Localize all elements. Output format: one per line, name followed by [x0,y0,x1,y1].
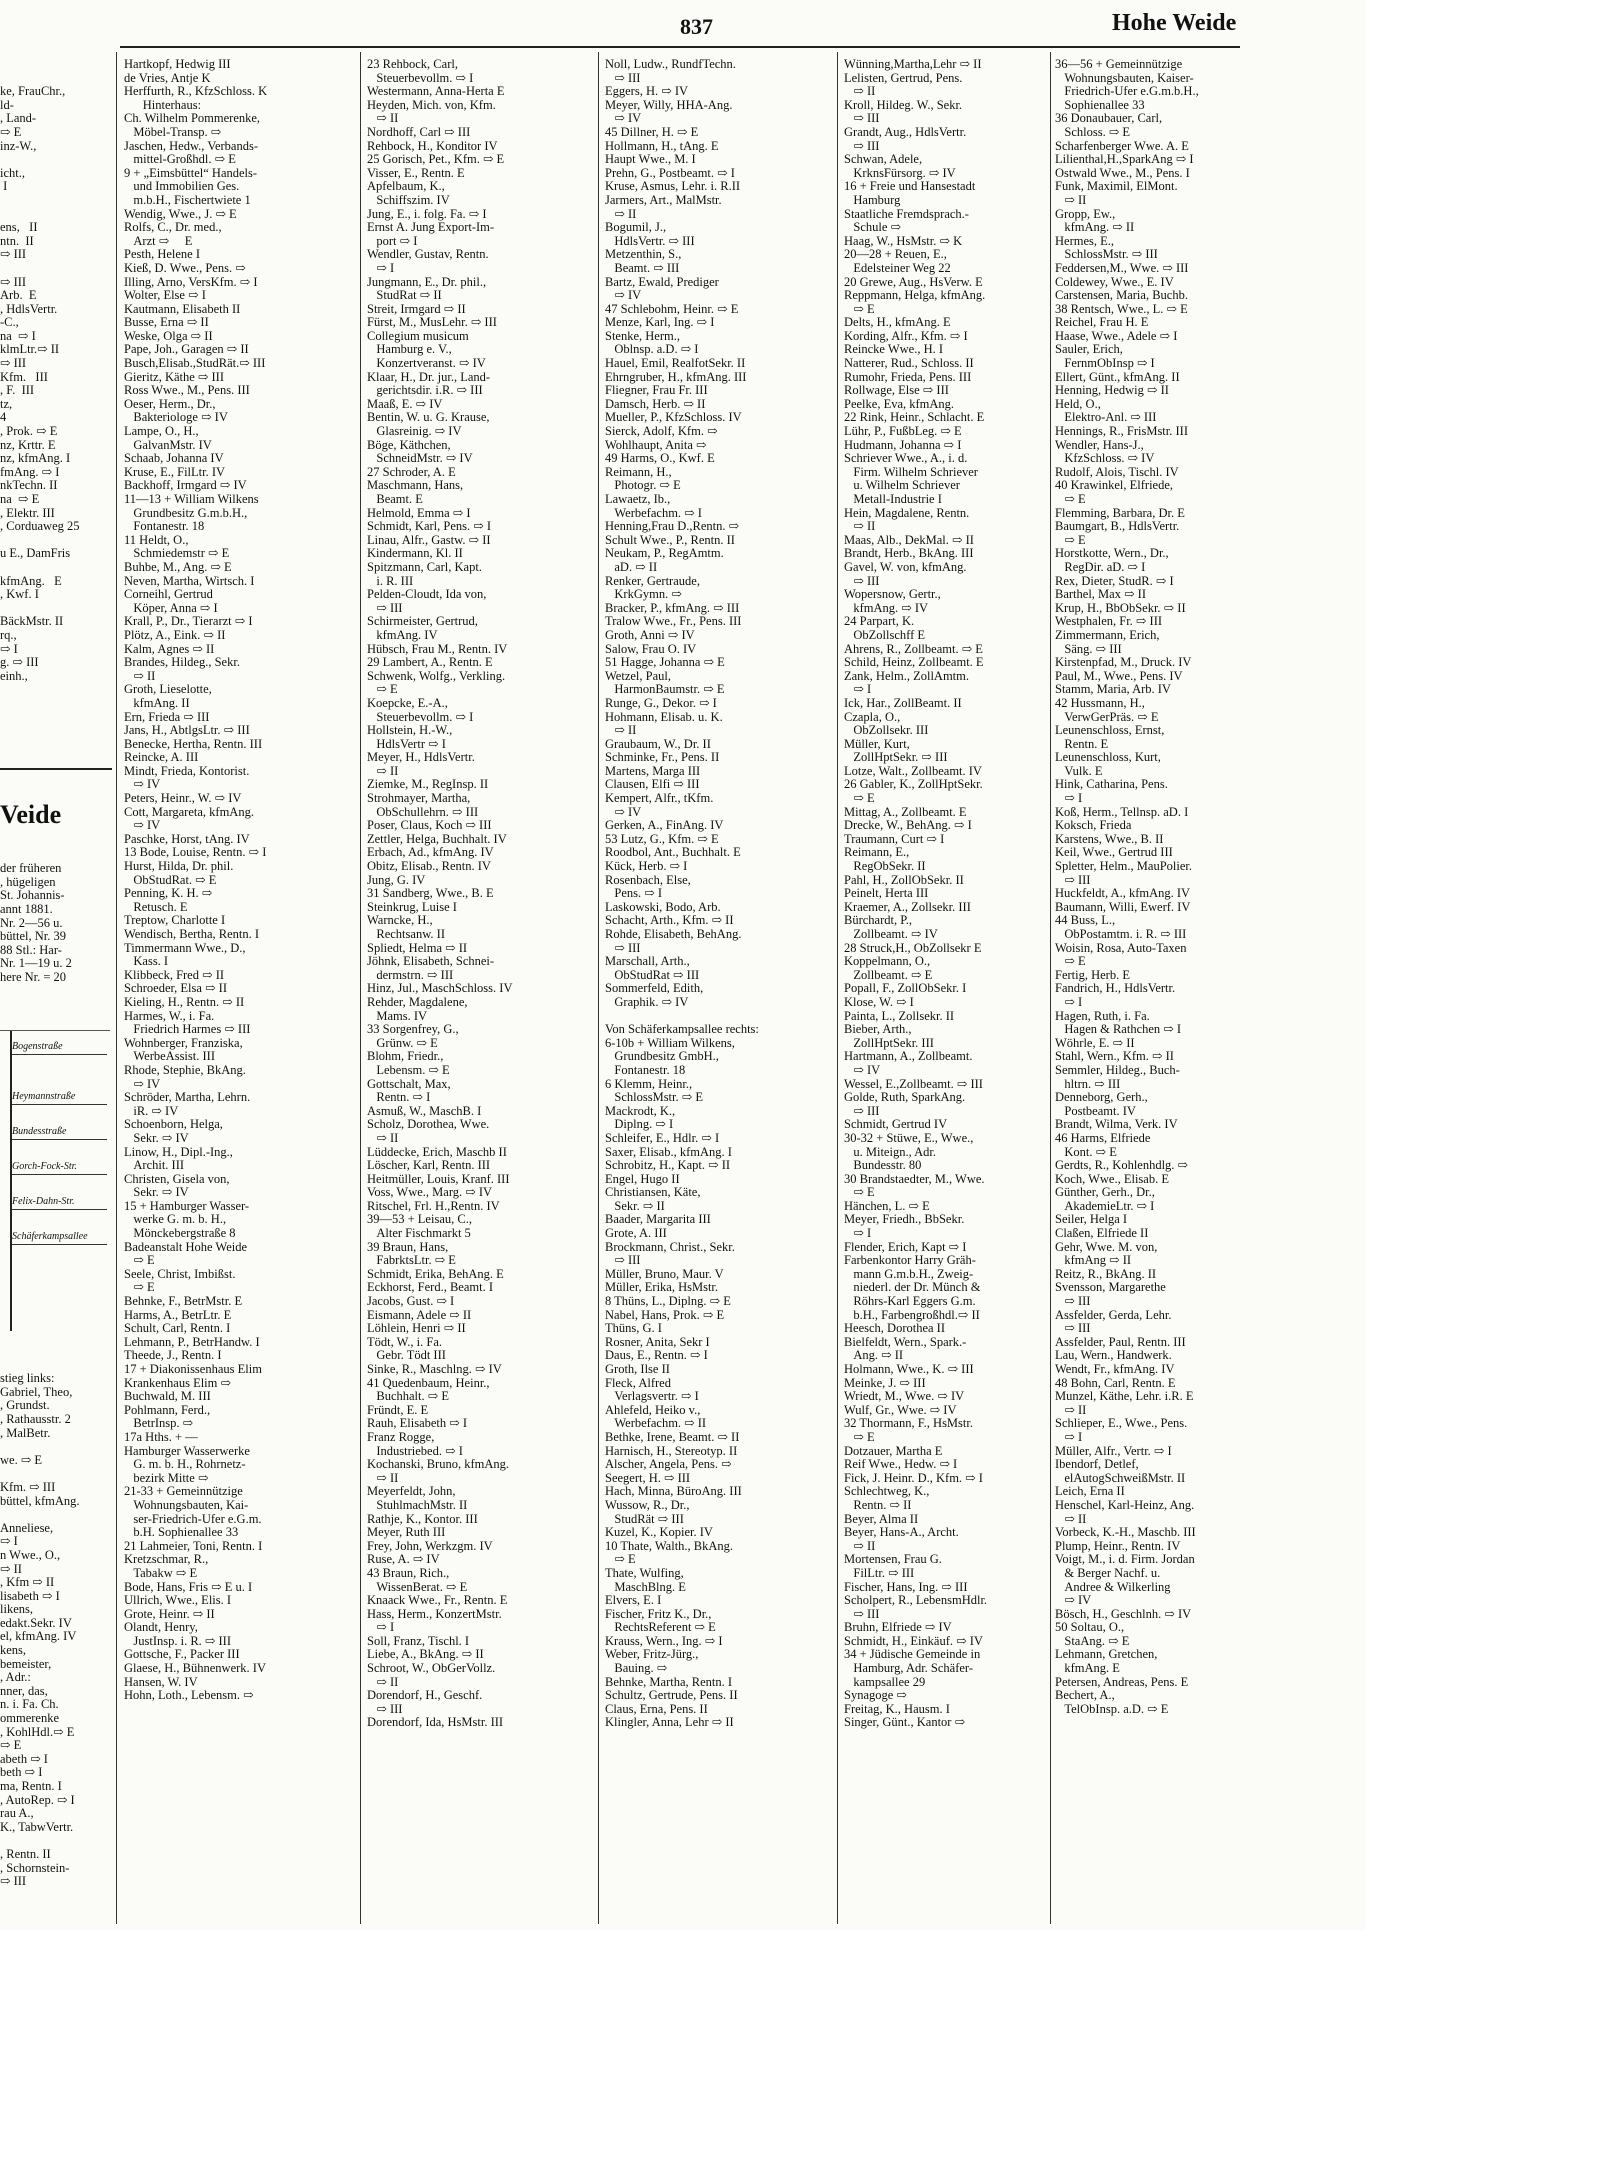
directory-column-2: 23 Rehbock, Carl, Steuerbevollm. ⇨ I Westermann, Anna-Herta E Heyden, Mich. von, Kfm. ⇨ II Nordhoff, Carl ⇨ III Rehbock, H., Konditor IV 25 Gorisch, Pet., Kfm. ⇨ E Visser, E., Rentn. E Apfelbaum, K., Schiffszim. IV Jung, E., i. folg. Fa. ⇨ I Ernst A. Jung Export-Im- port ⇨ I Wendler, Gustav, Rentn. ⇨ I Jungmann, E., Dr. phil., StudRat ⇨ II Streit, Irmgard ⇨ II Fürst, M., MusLehr. ⇨ III Collegium musicum Hamburg e. V., Konzertveranst. ⇨ IV Klaar, H., Dr. jur., Land- gerichtsdir. i.R. ⇨ III Maaß, E. ⇨ IV Bentin, W. u. G. Krause, Glasreinig. ⇨ IV Böge, Käthchen, SchneidMstr. ⇨ IV 27 Schroder, A. E Maschmann, Hans, Beamt. E Helmold, Emma ⇨ I Schmidt, Karl, Pens. ⇨ I Linau, Alfr., Gastw. ⇨ II Kindermann, Kl. II Spitzmann, Carl, Kapt. i. R. III Pelden-Cloudt, Ida von, ⇨ III Schirmeister, Gertrud, kfmAng. IV Hübsch, Frau M., Rentn. IV 29 Lambert, A., Rentn. E Schwenk, Wolfg., Verkling. ⇨ E Koepcke, E.-A., Steuerbevollm. ⇨ I Hollstein, H.-W., HdlsVertr ⇨ I Meyer, H., HdlsVertr. ⇨ II Ziemke, M., RegInsp. II Strohmayer, Martha, ObSchullehrn. ⇨ III Poser, Claus, Koch ⇨ III Zettler, Helga, Buchhalt. IV Erbach, Ad., kfmAng. IV Obitz, Elisab., Rentn. IV Jung, G. IV 31 Sandberg, Wwe., B. E Steinkrug, Luise I Warncke, H., Rechtsanw. II Spliedt, Helma ⇨ II Jöhnk, Elisabeth, Schnei- dermstrn. ⇨ III Hinz, Jul., MaschSchloss. IV Rehder, Magdalene, Mams. IV 33 Sorgenfrey, G., Grünw. ⇨ E Blohm, Friedr., Lebensm. ⇨ E Gottschalt, Max, Rentn. ⇨ I Asmuß, W., MaschB. I Scholz, Dorothea, Wwe. ⇨ II Lüddecke, Erich, Maschb II Löscher, Karl, Rentn. III Heitmüller, Louis, Kranf. III Voss, Wwe., Marg. ⇨ IV Ritschel, Frl. H.,Rentn. IV 39—53 + Leisau, C., Alter Fischmarkt 5 39 Braun, Hans, FabrktsLtr. ⇨ E Schmidt, Erika, BehAng. E Eckhorst, Ferd., Beamt. I Jacobs, Gust. ⇨ I Eismann, Adele ⇨ II Löhlein, Henri ⇨ II Tödt, W., i. Fa. Gebr. Tödt III Sinke, R., Maschlng. ⇨ IV 41 Quedenbaum, Heinr., Buchhalt. ⇨ E Fründt, E. E Rauh, Elisabeth ⇨ I Franz Rogge, Industriebed. ⇨ I Kochanski, Bruno, kfmAng. ⇨ II Meyerfeldt, John, StuhlmachMstr. II Rathje, K., Kontor. III Meyer, Ruth III Frey, John, Werkzgm. IV Ruse, A. ⇨ IV 43 Braun, Rich., WissenBerat. ⇨ E Knaack Wwe., Fr., Rentn. E Hass, Herm., KonzertMstr. ⇨ I Soll, Franz, Tischl. I Liebe, A., BkAng. ⇨ II Schroot, W., ObGerVollz. ⇨ II Dorendorf, H., Geschf. ⇨ III Dorendorf, Ida, HsMstr. III [367,58,513,1730]
column-divider [360,52,361,1924]
left-fragment-lower [0,1345,112,1920]
column-divider [116,52,117,1924]
left-fragment-text: ke, FrauChr., ld- , Land- ⇨ E inz-W., icht., I ens, II ntn. II ⇨ III ⇨ III Arb. E , HdlsVertr. -C., na ⇨ I klmLtr.⇨ II ⇨ III Kfm. III , F. III tz, 4 , Prok. ⇨ E nz, Krttr. E nz, kfmAng. I fmAng. ⇨ I nkTechn. II na ⇨ E , Elektr. III , Corduaweg 25 u E., DamFris kfmAng. E , Kwf. I BäckMstr. II rq., ⇨ I g. ⇨ III einh., [0,84,80,683]
map-label: Bundesstraße [12,1126,107,1140]
left-fragment-rule [0,768,112,770]
left-fragment-heading: Veide [0,800,62,829]
column-divider [598,52,599,1924]
map-label: Felix-Dahn-Str. [12,1196,107,1210]
blank-margin [0,1930,1600,2177]
street-map-sketch [0,1030,110,1341]
street-title: Hohe Weide [1112,10,1237,36]
header-rule [120,46,1240,48]
left-fragment-intro [0,835,112,1025]
page-number: 837 [680,14,713,39]
map-label: Bogenstraße [12,1041,107,1055]
directory-column-3: Noll, Ludw., RundfTechn. ⇨ III Eggers, H. ⇨ IV Meyer, Willy, HHA-Ang. ⇨ IV 45 Dillner, H. ⇨ E Hollmann, H., tAng. E Haupt Wwe., M. I Prehn, G., Postbeamt. ⇨ I Kruse, Asmus, Lehr. i. R.II Jarmers, Art., MalMstr. ⇨ II Bogumil, J., HdlsVertr. ⇨ III Metzenthin, S., Beamt. ⇨ III Bartz, Ewald, Prediger ⇨ IV 47 Schlebohm, Heinr. ⇨ E Menze, Karl, Ing. ⇨ I Stenke, Herm., Oblnsp. a.D. ⇨ I Hauel, Emil, RealfotSekr. II Ehrngruber, H., kfmAng. III Fliegner, Frau Fr. III Damsch, Herb. ⇨ II Mueller, P., KfzSchloss. IV Sierck, Adolf, Kfm. ⇨ Wohlhaupt, Anita ⇨ 49 Harms, O., Kwf. E Reimann, H., Photogr. ⇨ E Lawaetz, Ib., Werbefachm. ⇨ I Henning,Frau D.,Rentn. ⇨ Schult Wwe., P., Rentn. II Neukam, P., RegAmtm. aD. ⇨ II Renker, Gertraude, KrkGymn. ⇨ Bracker, P., kfmAng. ⇨ III Tralow Wwe., Fr., Pens. III Groth, Anni ⇨ IV Salow, Frau O. IV 51 Hagge, Johanna ⇨ E Wetzel, Paul, HarmonBaumstr. ⇨ E Runge, G., Dekor. ⇨ I Hohmann, Elisab. u. K. ⇨ II Graubaum, W., Dr. II Schminke, Fr., Pens. II Martens, Marga III Clausen, Elfi ⇨ III Kempert, Alfr., tKfm. ⇨ IV Gerken, A., FinAng. IV 53 Lutz, G., Kfm. ⇨ E Roodbol, Ant., Buchhalt. E Kück, Herb. ⇨ I Rosenbach, Else, Pens. ⇨ I Laskowski, Bodo, Arb. Schacht, Arth., Kfm. ⇨ II Rohde, Elisabeth, BehAng. ⇨ III Marschall, Arth., ObStudRat ⇨ III Sommerfeld, Edith, Graphik. ⇨ IV Von Schäferkampsallee rechts: 6-10b + William Wilkens, Grundbesitz GmbH., Fontanestr. 18 6 Klemm, Heinr., SchlossMstr. ⇨ E Mackrodt, K., Diplng. ⇨ I Schleifer, E., Hdlr. ⇨ I Saxer, Elisab., kfmAng. I Schrobitz, H., Kapt. ⇨ II Engel, Hugo II Christiansen, Käte, Sekr. ⇨ II Baader, Margarita III Grote, A. III Brockmann, Christ., Sekr. ⇨ III Müller, Bruno, Maur. V Müller, Erika, HsMstr. 8 Thüns, L., Diplng. ⇨ E Nabel, Hans, Prok. ⇨ E Thüns, G. I Rosner, Anita, Sekr I Daus, E., Rentn. ⇨ I Groth, Ilse II Fleck, Alfred Verlagsvertr. ⇨ I Ahlefeld, Heiko v., Werbefachm. ⇨ II Bethke, Irene, Beamt. ⇨ II Harnisch, H., Stereotyp. II Alscher, Angela, Pens. ⇨ Seegert, H. ⇨ III Hach, Minna, BüroAng. III Wussow, R., Dr., StudRät ⇨ III Kuzel, K., Kopier. IV 10 Thate, Walth., BkAng. ⇨ E Thate, Wulfing, MaschBlng. E Elvers, E. I Fischer, Fritz K., Dr., RechtsReferent ⇨ E Krauss, Wern., Ing. ⇨ I Weber, Fritz-Jürg., Bauing. ⇨ Behnke, Martha, Rentn. I Schultz, Gertrude, Pens. II Claus, Erna, Pens. II Klingler, Anna, Lehr ⇨ II [605,58,759,1730]
left-fragment-lower-text: stieg links: Gabriel, Theo, , Grundst. , Rathausstr. 2 , MalBetr. we. ⇨ E Kfm. ⇨ III büttel, kfmAng. Anneliese, ⇨ I n Wwe., O., ⇨ II , Kfm ⇨ II lisabeth ⇨ I likens, edakt.Sekr. IV el, kfmAng. IV kens, bemeister, , Adr.: nner, das, n. i. Fa. Ch. ommerenke , KohlHdl.⇨ E ⇨ E abeth ⇨ I beth ⇨ I ma, Rentn. I , AutoRep. ⇨ I rau A., K., TabwVertr. , Rentn. II , Schornstein- ⇨ III [0,1371,80,1889]
map-label: Heymannstraße [12,1091,107,1105]
directory-column-1: Hartkopf, Hedwig III de Vries, Antje K Herffurth, R., KfzSchloss. K Hinterhaus: Ch. Wilhelm Pommerenke, Möbel-Transp. ⇨ Jaschen, Hedw., Verbands- mittel-Großhdl. ⇨ E 9 + „Eimsbüttel“ Handels- und Immobilien Ges. m.b.H., Fischertwiete 1 Wendig, Wwe., J. ⇨ E Rolfs, C., Dr. med., Arzt ⇨ E Pesth, Helene I Kieß, D. Wwe., Pens. ⇨ Illing, Arno, VersKfm. ⇨ I Wolter, Else ⇨ I Kautmann, Elisabeth II Busse, Erna ⇨ II Weske, Olga ⇨ II Pape, Joh., Garagen ⇨ II Busch,Elisab.,StudRät.⇨ III Gieritz, Käthe ⇨ III Ross Wwe., M., Pens. III Oeser, Herm., Dr., Bakteriologe ⇨ IV Lampe, O., H., GalvanMstr. IV Schaab, Johanna IV Kruse, E., FilLtr. IV Backhoff, Irmgard ⇨ IV 11—13 + William Wilkens Grundbesitz G.m.b.H., Fontanestr. 18 11 Heldt, O., Schmiedemstr ⇨ E Buhbe, M., Ang. ⇨ E Neven, Martha, Wirtsch. I Corneihl, Gertrud Köper, Anna ⇨ I Krall, P., Dr., Tierarzt ⇨ I Plötz, A., Eink. ⇨ II Kalm, Agnes ⇨ II Brandes, Hildeg., Sekr. ⇨ II Groth, Lieselotte, kfmAng. II Ern, Frieda ⇨ III Jans, H., AbtlgsLtr. ⇨ III Benecke, Hertha, Rentn. III Reincke, A. III Mindt, Frieda, Kontorist. ⇨ IV Peters, Heinr., W. ⇨ IV Cott, Margareta, kfmAng. ⇨ IV Paschke, Horst, tAng. IV 13 Bode, Louise, Rentn. ⇨ I Hurst, Hilda, Dr. phil. ObStudRat. ⇨ E Penning, K. H. ⇨ Retusch. E Treptow, Charlotte I Wendisch, Bertha, Rentn. I Timmermann Wwe., D., Kass. I Klibbeck, Fred ⇨ II Schroeder, Elsa ⇨ II Kieling, H., Rentn. ⇨ II Harmes, W., i. Fa. Friedrich Harmes ⇨ III Wohnberger, Franziska, WerbeAssist. III Rhode, Stephie, BkAng. ⇨ IV Schröder, Martha, Lehrn. iR. ⇨ IV Schoenborn, Helga, Sekr. ⇨ IV Linow, H., Dipl.-Ing., Archit. III Christen, Gisela von, Sekr. ⇨ IV 15 + Hamburger Wasser- werke G. m. b. H., Mönckebergstraße 8 Badeanstalt Hohe Weide ⇨ E Seele, Christ, Imbißst. ⇨ E Behnke, F., BetrMstr. E Harms, A., BetrLtr. E Schult, Carl, Rentn. I Lehmann, P., BetrHandw. I Theede, J., Rentn. I 17 + Diakonissenhaus Elim Krankenhaus Elim ⇨ Buchwald, M. III Pohlmann, Ferd., BetrInsp. ⇨ 17a Hths. + — Hamburger Wasserwerke G. m. b. H., Rohrnetz- bezirk Mitte ⇨ 21-33 + Gemeinnützige Wohnungsbauten, Kai- ser-Friedrich-Ufer e.G.m. b.H. Sophienallee 33 21 Lahmeier, Toni, Rentn. I Kretzschmar, R., Tabakw ⇨ E Bode, Hans, Fris ⇨ E u. I Ullrich, Wwe., Elis. I Grote, Heinr. ⇨ II Olandt, Henry, JustInsp. i. R. ⇨ III Gottsche, F., Packer III Glaese, H., Bühnenwerk. IV Hansen, W. IV Hohn, Loth., Lebensm. ⇨ [124,58,268,1703]
map-street-line [10,1031,12,1331]
map-label: Gorch-Fock-Str. [12,1161,107,1175]
left-fragment-intro-text: der früheren , hügeligen St. Johannis- annt 1881. Nr. 2—56 u. büttel, Nr. 39 88 Stl.: Har- Nr. 1—19 u. 2 here Nr. = 20 [0,861,72,984]
map-label: Schäferkampsallee [12,1231,107,1245]
column-divider [837,52,838,1924]
directory-column-5: 36—56 + Gemeinnützige Wohnungsbauten, Kaiser- Friedrich-Ufer e.G.m.b.H., Sophienallee 33 36 Donaubauer, Carl, Schloss. ⇨ E Scharfenberger Wwe. A. E Lilienthal,H.,SparkAng ⇨ I Ostwald Wwe., M., Pens. I Funk, Maximil, ElMont. ⇨ II Gropp, Ew., kfmAng. ⇨ II Hermes, E., SchlossMstr. ⇨ III Feddersen,M., Wwe. ⇨ III Coldewey, Wwe., E. IV Carstensen, Maria, Buchb. 38 Rentsch, Wwe., L. ⇨ E Reichel, Frau H. E Haase, Wwe., Adele ⇨ I Sauler, Erich, FernmObInsp ⇨ I Ellert, Günt., kfmAng. II Henning, Hedwig ⇨ II Held, O., Elektro-Anl. ⇨ III Hennings, R., FrisMstr. III Wendler, Hans-J., KfzSchloss. ⇨ IV Rudolf, Alois, Tischl. IV 40 Krawinkel, Elfriede, ⇨ E Flemming, Barbara, Dr. E Baumgart, B., HdlsVertr. ⇨ E Horstkotte, Wern., Dr., RegDir. aD. ⇨ I Rex, Dieter, StudR. ⇨ I Barthel, Max ⇨ II Krup, H., BbObSekr. ⇨ II Westphalen, Fr. ⇨ III Zimmermann, Erich, Säng. ⇨ III Kirstenpfad, M., Druck. IV Paul, M., Wwe., Pens. IV Stamm, Maria, Arb. IV 42 Hussmann, H., VerwGerPräs. ⇨ E Leunenschloss, Ernst, Rentn. E Leunenschloss, Kurt, Vulk. E Hink, Catharina, Pens. ⇨ I Koß, Herm., Tellnsp. aD. I Koksch, Frieda Karstens, Wwe., B. II Keil, Wwe., Gertrud III Spletter, Helm., MauPolier. ⇨ III Huckfeldt, A., kfmAng. IV Baumann, Willi, Ewerf. IV 44 Buss, L., ObPostamtm. i. R. ⇨ III Woisin, Rosa, Auto-Taxen ⇨ E Fertig, Herb. E Fandrich, H., HdlsVertr. ⇨ I Hagen, Ruth, i. Fa. Hagen & Rathchen ⇨ I Wöhrle, E. ⇨ II Stahl, Wern., Kfm. ⇨ II Semmler, Hildeg., Buch- hltrn. ⇨ III Denneborg, Gerh., Postbeamt. IV Brandt, Wilma, Verk. IV 46 Harms, Elfriede Kont. ⇨ E Gerdts, R., Kohlenhdlg. ⇨ Koch, Wwe., Elisab. E Günther, Gerh., Dr., AkademieLtr. ⇨ I Seiler, Helga I Claßen, Elfriede II Gehr, Wwe. M. von, kfmAng ⇨ II Reitz, R., BkAng. II Svensson, Margarethe ⇨ III Assfelder, Gerda, Lehr. ⇨ III Assfelder, Paul, Rentn. III Lau, Wern., Handwerk. Wendt, Fr., kfmAng. IV 48 Bohn, Carl, Rentn. E Munzel, Käthe, Lehr. i.R. E ⇨ II Schlieper, E., Wwe., Pens. ⇨ I Müller, Alfr., Vertr. ⇨ I Ibendorf, Detlef, elAutogSchweißMstr. II Leich, Erna II Henschel, Karl-Heinz, Ang. ⇨ II Vorbeck, K.-H., Maschb. III Plump, Heinr., Rentn. IV Voigt, M., i. d. Firm. Jordan & Berger Nachf. u. Andree & Wilkerling ⇨ IV Bösch, H., Geschlnh. ⇨ IV 50 Soltau, O., StaAng. ⇨ E Lehmann, Gretchen, kfmAng. E Petersen, Andreas, Pens. E Bechert, A., TelObInsp. a.D. ⇨ E [1055,58,1199,1716]
directory-column-4: Wünning,Martha,Lehr ⇨ II Lelisten, Gertrud, Pens. ⇨ II Kroll, Hildeg. W., Sekr. ⇨ III Grandt, Aug., HdlsVertr. ⇨ III Schwan, Adele, KrknsFürsorg. ⇨ IV 16 + Freie und Hansestadt Hamburg Staatliche Fremdsprach.- Schule ⇨ Haag, W., HsMstr. ⇨ K 20—28 + Reuen, E., Edelsteiner Weg 22 20 Grewe, Aug., HsVerw. E Reppmann, Helga, kfmAng. ⇨ E Delts, H., kfmAng. E Kording, Alfr., Kfm. ⇨ I Reincke Wwe., H. I Natterer, Rud., Schloss. II Rumohr, Frieda, Pens. III Rollwage, Else ⇨ III Peelke, Eva, kfmAng. 22 Rink, Heinr., Schlacht. E Lühr, P., FußbLeg. ⇨ E Hudmann, Johanna ⇨ I Schriever Wwe., A., i. d. Firm. Wilhelm Schriever u. Wilhelm Schriever Metall-Industrie I Hein, Magdalene, Rentn. ⇨ II Maas, Alb., DekMal. ⇨ II Brandt, Herb., BkAng. III Gavel, W. von, kfmAng. ⇨ III Wopersnow, Gertr., kfmAng. ⇨ IV 24 Parpart, K. ObZollschff E Ahrens, R., Zollbeamt. ⇨ E Schild, Heinz, Zollbeamt. E Zank, Helm., ZollAmtm. ⇨ I Ick, Har., ZollBeamt. II Czapla, O., ObZollsekr. III Müller, Kurt, ZollHptSekr. ⇨ III Lotze, Walt., Zollbeamt. IV 26 Gabler, K., ZollHptSekr. ⇨ E Mittag, A., Zollbeamt. E Drecke, W., BehAng. ⇨ I Traumann, Curt ⇨ I Reimann, E., RegObSekr. II Pahl, H., ZollObSekr. II Peinelt, Herta III Kraemer, A., Zollsekr. III Bürchardt, P., Zollbeamt. ⇨ IV 28 Struck,H., ObZollsekr E Koppelmann, O., Zollbeamt. ⇨ E Popall, F., ZollObSekr. I Klose, W. ⇨ I Painta, L., Zollsekr. II Bieber, Arth., ZollHptSekr. III Hartmann, A., Zollbeamt. ⇨ IV Wessel, E.,Zollbeamt. ⇨ III Golde, Ruth, SparkAng. ⇨ III Schmidt, Gertrud IV 30-32 + Stüwe, E., Wwe., u. Miteign., Adr. Bundesstr. 80 30 Brandstaedter, M., Wwe. ⇨ E Hänchen, L. ⇨ E Meyer, Friedh., BbSekr. ⇨ I Flender, Erich, Kapt ⇨ I Farbenkontor Harry Gräh- mann G.m.b.H., Zweig- niederl. der Dr. Münch & Röhrs-Karl Eggers G.m. b.H., Farbengroßhdl.⇨ II Heesch, Dorothea II Bielfeldt, Wern., Spark.- Ang. ⇨ II Holmann, Wwe., K. ⇨ III Meinke, J. ⇨ III Wriedt, M., Wwe. ⇨ IV Wulf, Gr., Wwe. ⇨ IV 32 Thormann, F., HsMstr. ⇨ E Dotzauer, Martha E Reif Wwe., Hedw. ⇨ I Fick, J. Heinr. D., Kfm. ⇨ I Schlechtweg, K., Rentn. ⇨ II Beyer, Alma II Beyer, Hans-A., Archt. ⇨ II Mortensen, Frau G. FilLtr. ⇨ III Fischer, Hans, Ing. ⇨ III Scholpert, R., LebensmHdlr. ⇨ III Bruhn, Elfriede ⇨ IV Schmidt, H., Einkäuf. ⇨ IV 34 + Jüdische Gemeinde in Hamburg, Adr. Schäfer- kampsallee 29 Synagoge ⇨ Freitag, K., Hausm. I Singer, Günt., Kantor ⇨ [844,58,988,1730]
